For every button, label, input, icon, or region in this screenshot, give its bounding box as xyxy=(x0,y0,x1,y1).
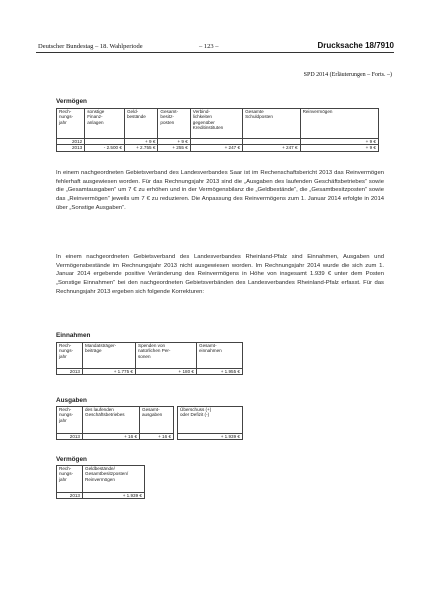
table-cell: 2013 xyxy=(57,434,83,440)
paragraph-saar: In einem nachgeordneten Gebietsverband des Landesverbandes Saar ist im Rechenschaftsbericht 2013 das Reinvermögen fehlerhaft ausgewiesen worden. Für das Rechnungsjahr 2013 sind die „Ausgaben des laufenden Geschäftsbetriebes“ sowie die „Gesamtausgaben“ um 7 € zu erhöhen und in der Vermögensbilanz die „Geldbestände“, die „Gesamtbesitzposten“ sowie das „Reinvermögen“ jeweils um 7 € zu reduzieren. Die Anpassung des Reinvermögens zum 1. Januar 2014 erfolgte in 2014 über „Sonstige Ausgaben“. xyxy=(56,170,384,211)
einnahmen-table xyxy=(56,342,243,375)
col-sonstige-finanzanlagen: sonstige Finanz- anlagen xyxy=(85,109,125,139)
table-cell: + 255 € xyxy=(158,145,190,151)
table-cell: + 9 € xyxy=(300,139,378,145)
table-cell: + 247 € xyxy=(190,145,242,151)
col-laufender-geschaeftsbetrieb: des laufenden Geschäftsbetriebes xyxy=(83,407,140,434)
header-left: Deutscher Bundestag – 18. Wahlperiode xyxy=(38,43,143,50)
table-cell: + 16 € xyxy=(140,434,174,440)
table-cell: 2013 xyxy=(57,493,83,499)
table-cell: - 2.500 € xyxy=(85,145,125,151)
table-row xyxy=(178,434,243,440)
table-cell: + 9 € xyxy=(158,139,190,145)
einnahmen-heading: Einnahmen xyxy=(56,332,91,339)
col-rechnungsjahr: Rech- nungs- jahr xyxy=(57,407,83,434)
col-gesamte-schuldposten: Gesamte Schuldposten xyxy=(243,109,301,139)
table-header-row xyxy=(57,109,379,139)
table-row xyxy=(57,145,379,151)
table-row xyxy=(57,493,145,499)
table-cell: 2012 xyxy=(57,139,85,145)
table-cell: + 1.775 € xyxy=(83,369,136,375)
table-cell: + 180 € xyxy=(136,369,197,375)
paragraph-rheinland-pfalz: In einem nachgeordneten Gebietsverband des Landesverbandes Rheinland-Pfalz sind Einnahmen, Ausgaben und Vermögensbestände im Rechnungsjahr 2013 nicht ausgewiesen worden. Im Rechnungsjahr 2014 wurde die sich zum 1. Januar 2014 ergebende positive Veränderung des Reinvermögens in Höhe von insgesamt 1.939 € unter dem Posten „Sonstige Einnahmen“ bei den nachgeordneten Gebietsverbänden des Landesverbandes Rheinland-Pfalz erfasst. Für das Rechnungsjahr 2013 ergeben sich folgende Korrekturen: xyxy=(56,254,384,295)
col-ueberschuss-defizit: Überschuss (+) oder Defizit (-) xyxy=(178,407,243,434)
page-number: – 123 – xyxy=(199,43,219,50)
table-header-row xyxy=(57,407,174,434)
col-rechnungsjahr: Rech- nungs- jahr xyxy=(57,466,83,493)
col-reinvermoegen: Reinvermögen xyxy=(300,109,378,139)
header-rule xyxy=(36,52,394,53)
table-cell: + 1.955 € xyxy=(197,369,243,375)
col-rechnungsjahr: Rech- nungs- jahr xyxy=(57,109,85,139)
col-verbindlichkeiten: Verbind- lichkeiten gegenüber Kreditinstituten xyxy=(190,109,242,139)
table-header-row xyxy=(178,407,243,434)
ausgaben-heading: Ausgaben xyxy=(56,397,87,404)
col-gesamtausgaben: Gesamt- ausgaben xyxy=(140,407,174,434)
table-cell: + 1.939 € xyxy=(178,434,243,440)
table-cell: + 9 € xyxy=(300,145,378,151)
vermoegen2-table xyxy=(56,465,145,499)
ausgaben-table xyxy=(56,406,174,440)
vermoegen-heading: Vermögen xyxy=(56,98,87,105)
table-cell: + 16 € xyxy=(83,434,140,440)
table-cell: + 9 € xyxy=(124,139,157,145)
table-header-row xyxy=(57,466,145,493)
table-row xyxy=(57,369,243,375)
col-geldbestaende-reinvermoegen: Geldbestände/ Gesamtbesitzposten/ Reinvermögen xyxy=(83,466,145,493)
document-number: Drucksache 18/7910 xyxy=(317,41,394,50)
table-cell: + 1.939 € xyxy=(83,493,145,499)
table-cell: + 247 € xyxy=(243,145,301,151)
table-cell: + 2.755 € xyxy=(124,145,157,151)
col-mandatstraegerbeitraege: Mandatsträger- beiträge xyxy=(83,343,136,369)
col-rechnungsjahr: Rech- nungs- jahr xyxy=(57,343,83,369)
col-spenden: Spenden von natürlichen Per- sonen xyxy=(136,343,197,369)
subheader: SPD 2014 (Erläuterungen – Forts. –) xyxy=(303,72,392,78)
table-cell: 2013 xyxy=(57,145,85,151)
col-gesamtbesitzposten: Gesamt- besitz- posten xyxy=(158,109,190,139)
col-gesamteinnahmen: Gesamt- einnahmen xyxy=(197,343,243,369)
ueberschuss-table xyxy=(177,406,243,440)
table-row xyxy=(57,434,174,440)
vermoegen-table xyxy=(56,108,379,152)
table-cell: 2013 xyxy=(57,369,83,375)
vermoegen2-heading: Vermögen xyxy=(56,456,87,463)
table-header-row xyxy=(57,343,243,369)
col-geldbestaende: Geld- bestände xyxy=(124,109,157,139)
